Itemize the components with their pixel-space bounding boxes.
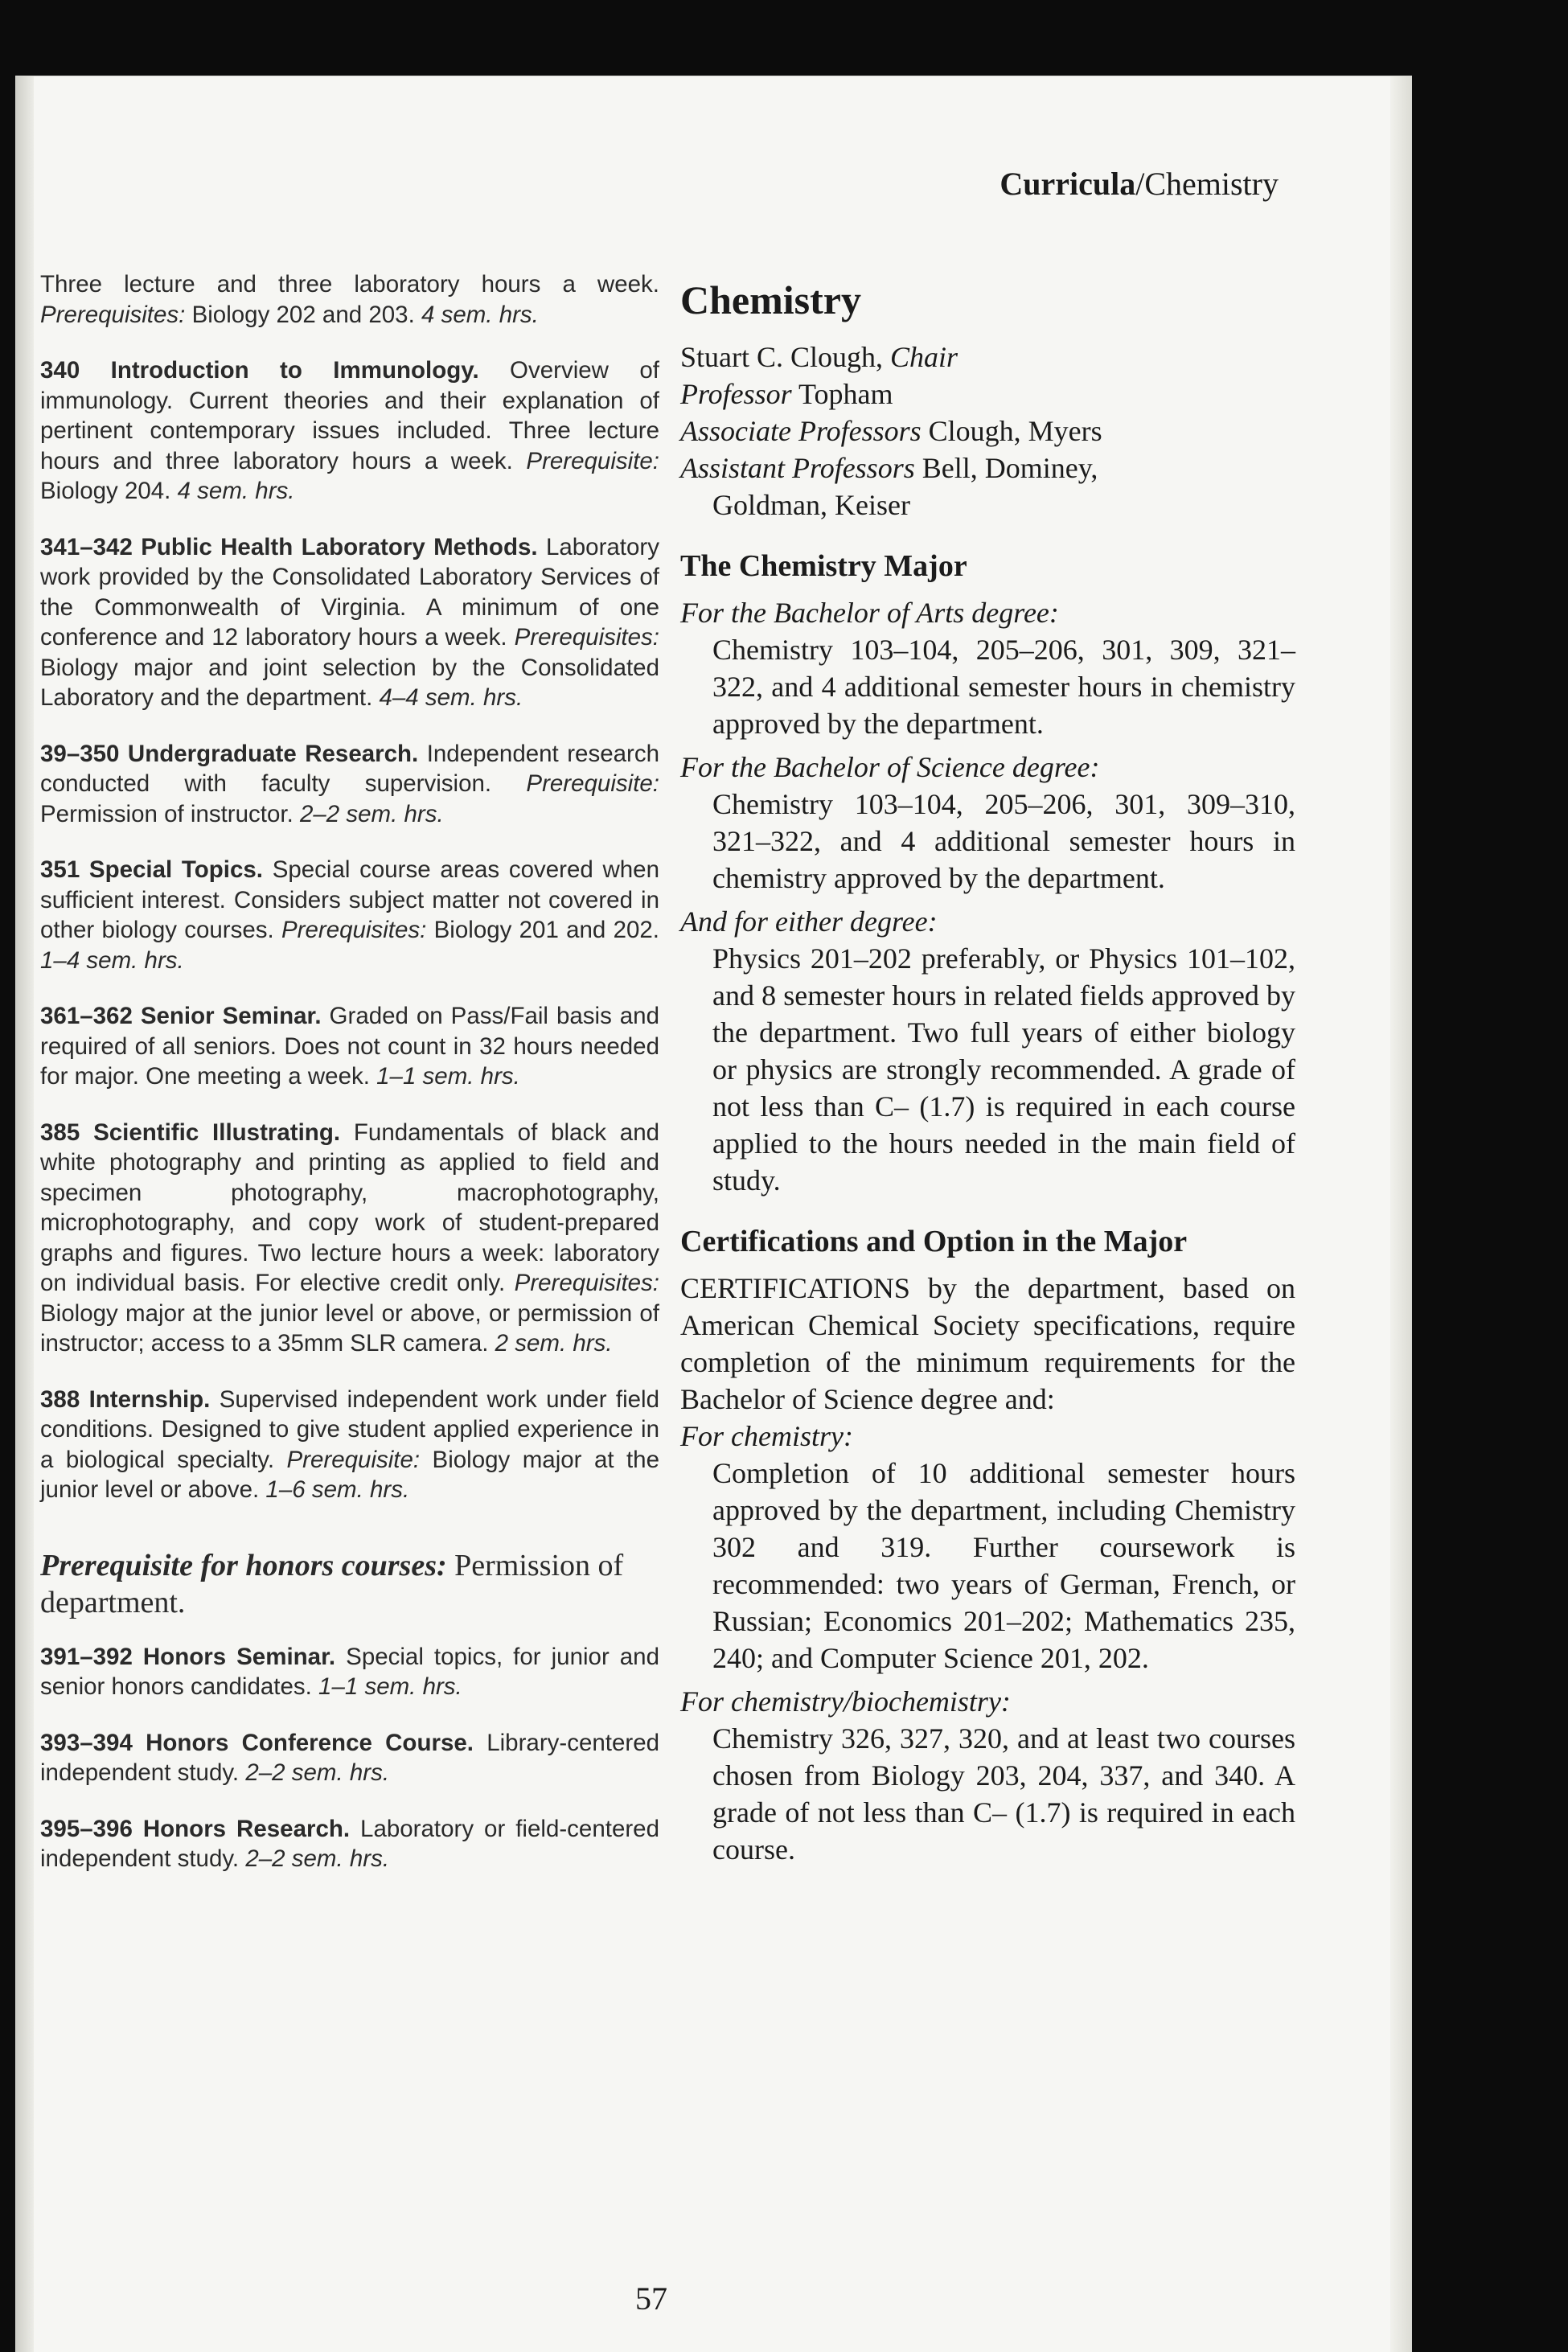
either-requirements: Physics 201–202 preferably, or Physics 101–102, and 8 semester hours in related fields approved by the department. Two full years of either biology or physics are strongly recommended. A grade of not less than C– (1.7) is required in each course applied to the hours needed in the main field of study. bbox=[712, 942, 1295, 1197]
course-340: 340 Introduction to Immunology. Overview of immunology. Current theories and their explanation of pertinent contemporary issues included. Three lecture hours and three laboratory hours a week. Prerequisite: Biology 204. 4 sem. hrs. bbox=[40, 357, 659, 504]
major-heading: The Chemistry Major bbox=[680, 549, 967, 583]
chemistry-requirements: Completion of 10 additional semester hours approved by the department, including Chemistry 302 and 319. Further coursework is recommended: two years of German, French, or Russian; Economics 201–202; Mathematics 235, 240; and Computer Science 201, 202. bbox=[712, 1457, 1295, 1674]
either-label: And for either degree: bbox=[680, 905, 938, 938]
faculty-assistant: Assistant Professors Bell, Dominey, bbox=[680, 452, 1098, 484]
course-393-394: 393–394 Honors Conference Course. Library-centered independent study. 2–2 sem. hrs. bbox=[40, 1729, 660, 1786]
course-361-362: 361–362 Senior Seminar. Graded on Pass/Fail basis and required of all seniors. Does not count in 32 hours needed for major. One meeting a week. 1–1 sem. hrs. bbox=[40, 1003, 659, 1090]
ba-label: For the Bachelor of Arts degree: bbox=[680, 597, 1059, 629]
page-spine-shadow bbox=[16, 76, 34, 2352]
honors-prerequisite: Prerequisite for honors courses: Permission of department. bbox=[40, 1548, 624, 1619]
page-number: 57 bbox=[635, 2280, 667, 2317]
left-column bbox=[40, 269, 659, 1900]
course-385: 385 Scientific Illustrating. Fundamentals of black and white photography and printing as applied to field and specimen photography, macrophotography, microphotography, and copy work of student-prepared graphs and figures. Two lecture hours a week: laboratory on individual basis. For elective credit only. Prerequisites: Biology major at the junior level or above, or permission of instructor; access to a 35mm SLR camera. 2 sem. hrs. bbox=[40, 1119, 660, 1357]
course-351: 351 Special Topics. Special course areas covered when sufficient interest. Considers subject matter not covered in other biology courses. Prerequisites: Biology 201 and 202. 1–4 sem. hrs. bbox=[40, 856, 660, 974]
right-column bbox=[680, 269, 1295, 1874]
catalog-page bbox=[16, 76, 1411, 2352]
faculty-chair: Stuart C. Clough, Chair bbox=[680, 341, 958, 373]
course-341-342: 341–342 Public Health Laboratory Methods. Laboratory work provided by the Consolidated Laboratory Services of the Commonwealth of Virginia. A minimum of one conference and 12 laboratory hours a week. Prerequisites: Biology major and joint selection by the Consolidated Laboratory and the department. 4–4 sem. hrs. bbox=[40, 533, 659, 711]
faculty-list bbox=[680, 339, 1295, 523]
chemistry-label: For chemistry: bbox=[680, 1420, 853, 1452]
running-head: Curricula/Chemistry bbox=[999, 166, 1279, 202]
bs-requirements: Chemistry 103–104, 205–206, 301, 309–310, 321–322, and 4 additional semester hours in chemistry approved by the department. bbox=[712, 788, 1295, 894]
certifications-heading: Certifications and Option in the Major bbox=[680, 1225, 1188, 1258]
biochemistry-requirements: Chemistry 326, 327, 320, and at least two courses chosen from Biology 203, 204, 337, and 340. A grade of not less than C– (1.7) is required in each course. bbox=[712, 1722, 1295, 1866]
course-391-392: 391–392 Honors Seminar. Special topics, for junior and senior honors candidates. 1–1 sem. hrs. bbox=[40, 1643, 659, 1700]
course-395-396: 395–396 Honors Research. Laboratory or field-centered independent study. 2–2 sem. hrs. bbox=[40, 1815, 659, 1872]
bs-label: For the Bachelor of Science degree: bbox=[680, 751, 1100, 783]
faculty-professor: Professor Topham bbox=[680, 378, 893, 410]
biochemistry-label: For chemistry/biochemistry: bbox=[680, 1685, 1011, 1718]
course-continuation: Three lecture and three laboratory hours a week. Prerequisites: Biology 202 and 203. 4 sem. hrs. bbox=[40, 271, 659, 328]
ba-requirements: Chemistry 103–104, 205–206, 301, 309, 321–322, and 4 additional semester hours in chemistry approved by the department. bbox=[712, 634, 1295, 740]
course-349-350: 39–350 Undergraduate Research. Independent research conducted with faculty supervision. Prerequisite: Permission of instructor. 2–2 sem. hrs. bbox=[40, 740, 659, 827]
section-title: Chemistry bbox=[680, 277, 861, 322]
faculty-assistant-cont: Goldman, Keiser bbox=[712, 489, 910, 521]
course-388: 388 Internship. Supervised independent work under field conditions. Designed to give student applied experience in a biological specialty. Prerequisite: Biology major at the junior level or above. 1–6 sem. hrs. bbox=[40, 1385, 659, 1503]
page-edge-shadow bbox=[1390, 76, 1411, 2352]
certifications-text: CERTIFICATIONS by the department, based on American Chemical Society specifications, require completion of the minimum requirements for the Bachelor of Science degree and: bbox=[680, 1272, 1295, 1415]
faculty-associate: Associate Professors Clough, Myers bbox=[680, 415, 1102, 447]
